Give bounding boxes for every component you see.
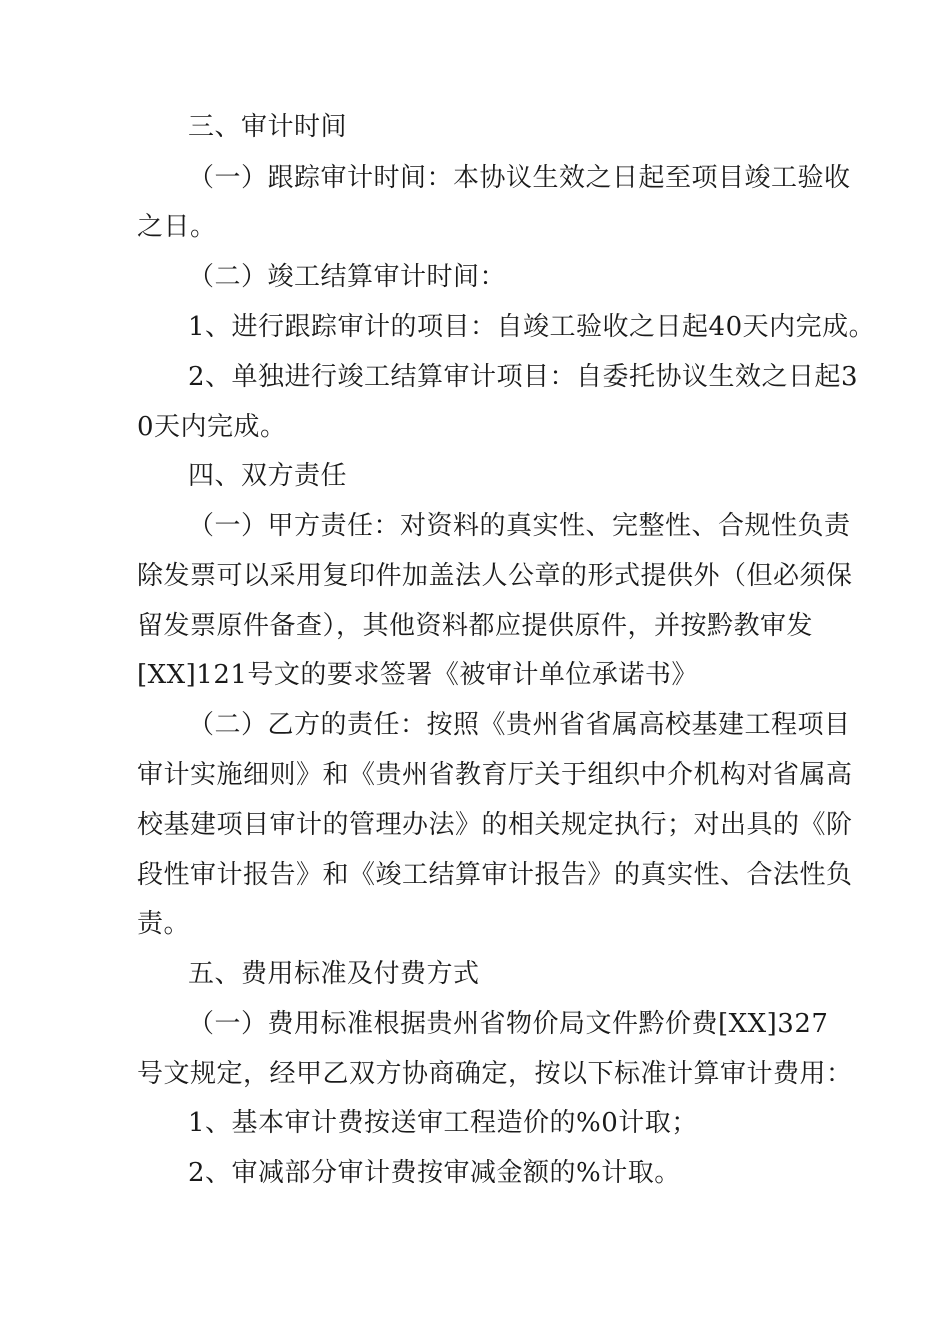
paragraph-line: 1、进行跟踪审计的项目：自竣工验收之日起40天内完成。 bbox=[188, 312, 876, 342]
paragraph-line: 段性审计报告》和《竣工结算审计报告》的真实性、合法性负 bbox=[137, 860, 853, 890]
paragraph-line: 1、基本审计费按送审工程造价的%0计取； bbox=[188, 1108, 698, 1138]
paragraph-line: （一）甲方责任：对资料的真实性、完整性、合规性负责 bbox=[188, 511, 851, 541]
paragraph-line: 0天内完成。 bbox=[137, 412, 287, 442]
paragraph-line: （一）跟踪审计时间：本协议生效之日起至项目竣工验收 bbox=[188, 163, 851, 193]
paragraph-line: 审计实施细则》和《贵州省教育厅关于组织中介机构对省属高 bbox=[137, 760, 853, 790]
paragraph-line: 留发票原件备查），其他资料都应提供原件，并按黔教审发 bbox=[137, 611, 814, 641]
paragraph-line: 2、审减部分审计费按审减金额的%计取。 bbox=[188, 1158, 681, 1188]
paragraph-line: （一）费用标准根据贵州省物价局文件黔价费[XX]327 bbox=[188, 1009, 829, 1039]
paragraph-line: （二）乙方的责任：按照《贵州省省属高校基建工程项目 bbox=[188, 710, 851, 740]
paragraph-line: 之日。 bbox=[137, 212, 217, 242]
paragraph-line: 校基建项目审计的管理办法》的相关规定执行；对出具的《阶 bbox=[137, 810, 853, 840]
section-heading-fees: 五、费用标准及付费方式 bbox=[188, 959, 480, 989]
section-heading-responsibilities: 四、双方责任 bbox=[188, 461, 348, 491]
paragraph-line: 号文规定，经甲乙双方协商确定，按以下标准计算审计费用： bbox=[137, 1059, 853, 1089]
paragraph-line: 责。 bbox=[137, 909, 191, 939]
paragraph-line: 除发票可以采用复印件加盖法人公章的形式提供外（但必须保 bbox=[137, 561, 853, 591]
paragraph-line: 2、单独进行竣工结算审计项目：自委托协议生效之日起3 bbox=[188, 362, 859, 392]
paragraph-line: （二）竣工结算审计时间： bbox=[188, 262, 507, 292]
section-heading-audit-time: 三、审计时间 bbox=[188, 112, 348, 142]
paragraph-line: [XX]121号文的要求签署《被审计单位承诺书》 bbox=[137, 660, 698, 690]
